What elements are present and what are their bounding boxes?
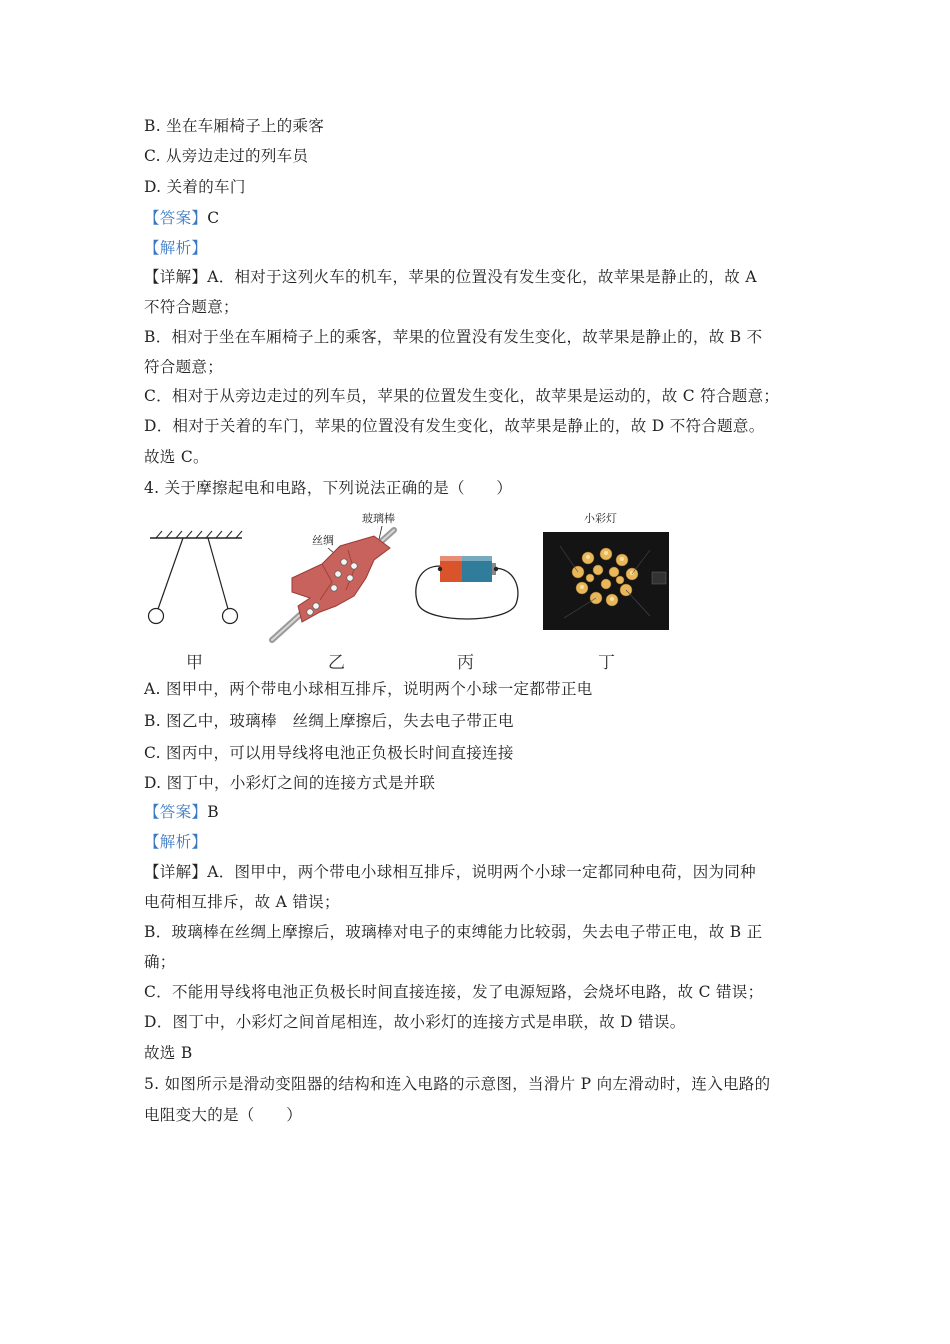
answer-tag: 【答案】 bbox=[144, 209, 208, 227]
label-silk: 丝绸 bbox=[312, 534, 334, 547]
q4-detail-1b: 电荷相互排斥，故 A 错误； bbox=[144, 893, 340, 911]
q4-detail-1a: 【详解】A．图甲中，两个带电小球相互排斥，说明两个小球一定都同种电荷，因为同种 bbox=[144, 863, 756, 881]
caption-yi: 乙 bbox=[328, 653, 345, 673]
q4-detail-3: C．不能用导线将电池正负极长时间直接连接，发了电源短路，会烧坏电路，故 C 错误； bbox=[144, 983, 764, 1001]
q3-analysis-tag: 【解析】 bbox=[144, 239, 208, 257]
figure-yi-glass-rod-silk bbox=[262, 506, 412, 646]
figure-bing-battery-wire bbox=[412, 548, 524, 630]
caption-jia: 甲 bbox=[186, 653, 203, 673]
q3-detail-1a: 【详解】A．相对于这列火车的机车，苹果的位置没有发生变化，故苹果是静止的，故 A bbox=[144, 268, 757, 286]
q3-detail-3: C．相对于从旁边走过的列车员，苹果的位置发生变化，故苹果是运动的，故 C 符合题意； bbox=[144, 387, 780, 405]
q3-option-b: B. 坐在车厢椅子上的乘客 bbox=[144, 117, 325, 135]
caption-bing: 丙 bbox=[457, 653, 474, 673]
caption-ding: 丁 bbox=[598, 653, 615, 673]
answer-tag: 【答案】 bbox=[144, 803, 208, 821]
q4-stem: 4. 关于摩擦起电和电路，下列说法正确的是（ ） bbox=[144, 479, 513, 497]
q4-detail-4: D．图丁中，小彩灯之间首尾相连，故小彩灯的连接方式是串联，故 D 错误。 bbox=[144, 1013, 686, 1031]
q3-detail-2a: B．相对于坐在车厢椅子上的乘客，苹果的位置没有发生变化，故苹果是静止的，故 B 不 bbox=[144, 328, 763, 346]
answer-value: B bbox=[207, 803, 219, 821]
answer-value: C bbox=[207, 209, 220, 227]
figure-ding-small-lights bbox=[540, 506, 672, 632]
q4-conclusion: 故选 B bbox=[144, 1044, 193, 1062]
q4-option-a: A. 图甲中，两个带电小球相互排斥，说明两个小球一定都带正电 bbox=[144, 680, 593, 698]
q4-option-d: D. 图丁中，小彩灯之间的连接方式是并联 bbox=[144, 774, 436, 792]
q4-analysis-tag: 【解析】 bbox=[144, 833, 208, 851]
q3-detail-2b: 符合题意； bbox=[144, 358, 224, 376]
q3-conclusion: 故选 C。 bbox=[144, 448, 209, 466]
label-glass-rod: 玻璃棒 bbox=[362, 512, 395, 525]
q3-option-d: D. 关着的车门 bbox=[144, 178, 246, 196]
q3-option-c: C. 从旁边走过的列车员 bbox=[144, 147, 309, 165]
q4-option-b: B. 图乙中，玻璃棒 丝绸上摩擦后，失去电子带正电 bbox=[144, 712, 514, 730]
q4-detail-2a: B．玻璃棒在丝绸上摩擦后，玻璃棒对电子的束缚能力比较弱，失去电子带正电，故 B 正 bbox=[144, 923, 763, 941]
q3-answer bbox=[144, 208, 219, 228]
figure-jia-repelling-balls bbox=[146, 526, 246, 630]
q4-option-c: C. 图丙中，可以用导线将电池正负极长时间直接连接 bbox=[144, 744, 514, 762]
q3-detail-1b: 不符合题意； bbox=[144, 298, 239, 316]
q3-detail-4: D．相对于关着的车门，苹果的位置没有发生变化，故苹果是静止的，故 D 不符合题意。 bbox=[144, 417, 765, 435]
q5-stem-a: 5. 如图所示是滑动变阻器的结构和连入电路的示意图，当滑片 P 向左滑动时，连入电路的 bbox=[144, 1075, 771, 1093]
q5-stem-b: 电阻变大的是（ ） bbox=[144, 1106, 303, 1124]
q4-detail-2b: 确； bbox=[144, 953, 176, 971]
label-small-lights: 小彩灯 bbox=[584, 512, 617, 525]
q4-answer bbox=[144, 802, 219, 822]
